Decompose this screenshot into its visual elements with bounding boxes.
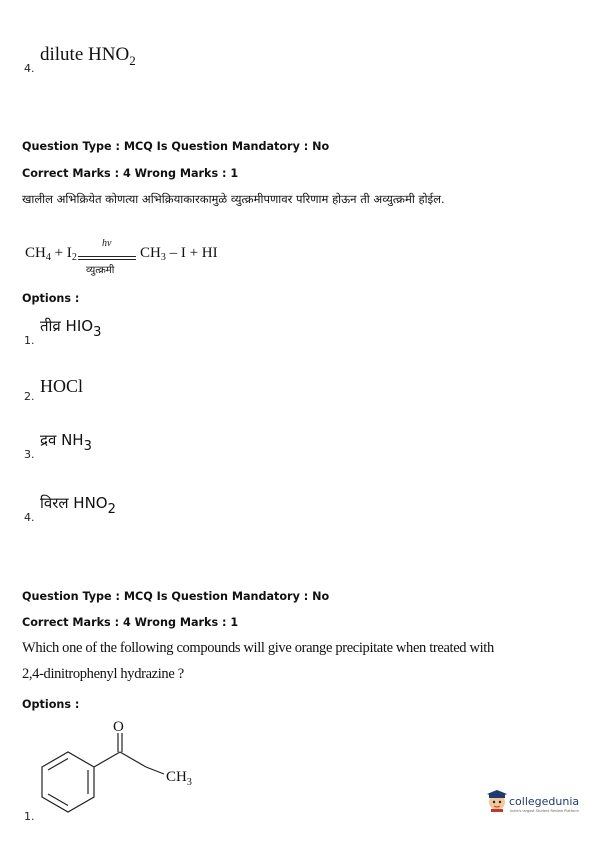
question-a-options-label: Options :: [22, 292, 80, 305]
acetyl-bonds: [94, 733, 164, 774]
prev-option-4-text: dilute $HNO_2$: [40, 44, 136, 68]
equation-rhs: $CH_3$ – I + HI: [140, 245, 218, 263]
question-b-text-line1: Which one of the following compounds will give orange precipitate when treated with: [22, 640, 494, 656]
benzene-ring: [42, 752, 94, 812]
collegedunia-tagline: India's largest Student Review Platform: [510, 809, 579, 813]
question-a-meta-marks: Correct Marks : 4 Wrong Marks : 1: [22, 167, 239, 180]
question-b-meta-type: Question Type : MCQ Is Question Mandatory : No: [22, 590, 330, 603]
question-a-text: खालील अभिक्रियेत कोणत्या अभिक्रियाकारकामुळे व्युत्क्रमीपणावर परिणाम होऊन ती अव्युत्क्रमी होईल.: [22, 192, 445, 206]
option-4-number: 4.: [24, 511, 35, 524]
option-3-text[interactable]: द्रव $NH_3$: [40, 431, 92, 454]
option-2-number: 2.: [24, 390, 35, 403]
collegedunia-brand: collegedunia: [509, 795, 580, 808]
methyl-label: $CH_3$: [166, 769, 192, 788]
equation-arrow-under: व्युत्क्रमी: [86, 265, 115, 276]
question-b-text-line2: 2,4-dinitrophenyl hydrazine ?: [22, 666, 184, 682]
collegedunia-mascot-icon: [486, 790, 508, 812]
oxygen-label: O: [113, 719, 124, 735]
option-2-text[interactable]: HOCl: [40, 376, 84, 396]
equation-arrow-top-line: [78, 256, 136, 257]
question-a-meta-type: Question Type : MCQ Is Question Mandatory : No: [22, 140, 330, 153]
option-4-text[interactable]: विरल $HNO_2$: [40, 494, 116, 517]
equation-arrow-bottom-line: [78, 259, 136, 260]
question-b-meta-marks: Correct Marks : 4 Wrong Marks : 1: [22, 616, 239, 629]
option-1-text[interactable]: तीव्र $HIO_3$: [40, 317, 102, 340]
prev-option-4-number: 4.: [24, 62, 35, 75]
question-b-option-1-number: 1.: [24, 810, 35, 823]
question-b-options-label: Options :: [22, 698, 80, 711]
equation-arrow-over: hv: [102, 238, 112, 249]
equation-lhs: $CH_4 + I_2$: [25, 245, 77, 263]
acetophenone-structure[interactable]: [30, 715, 220, 815]
option-3-number: 3.: [24, 448, 35, 461]
option-1-number: 1.: [24, 334, 35, 347]
